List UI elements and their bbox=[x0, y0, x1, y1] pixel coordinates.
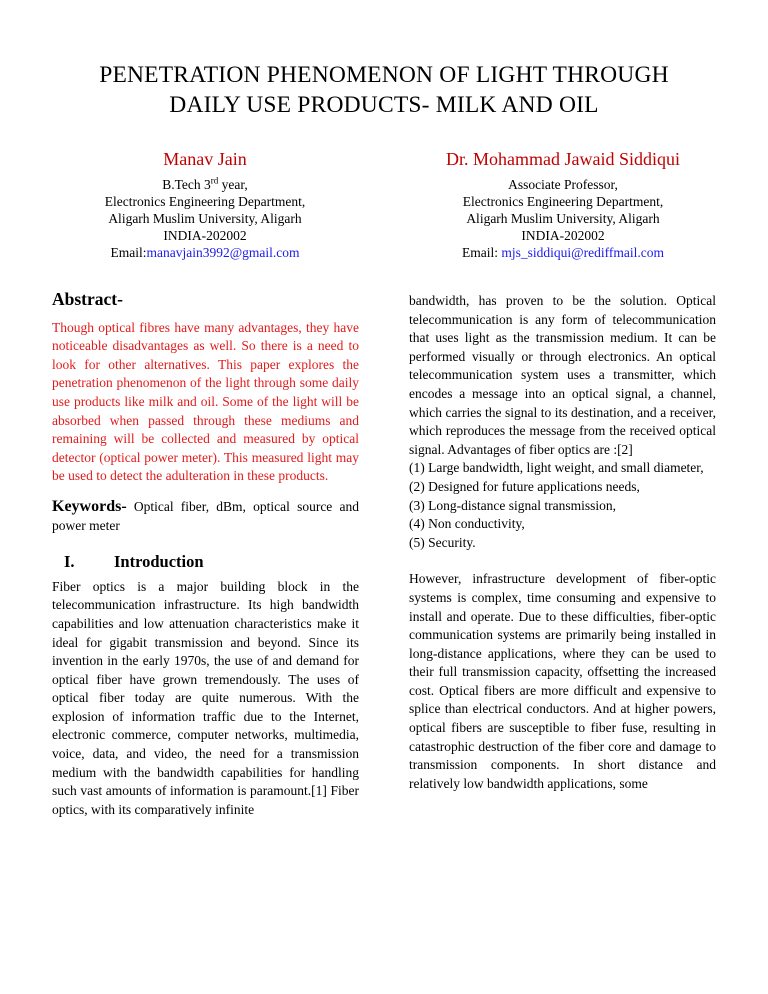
advantage-item: (4) Non conductivity, bbox=[409, 516, 525, 532]
author-position: Associate Professor, bbox=[508, 177, 618, 192]
abstract-heading: Abstract- bbox=[52, 289, 123, 309]
author-year: B.Tech 3rd year, bbox=[162, 175, 248, 192]
advantage-item: (2) Designed for future applications needs, bbox=[409, 478, 640, 494]
author-affiliation bbox=[40, 176, 370, 261]
author-block-1 bbox=[40, 148, 370, 261]
intro-paragraph: Fiber optics is a major building block in the telecommunication infrastructure. Its high bandwidth capabilities and low attenuation characteristics make it ideal for gigabit transmission and beyond. Since its invention in the early 1970s, the use of and demand for optical fiber have grown tremendously. The uses of optical fiber today are quite numerous. With the explosion of information traffic due to the Internet, electronic commerce, computer networks, multimedia, voice, data, and video, the need for a transmission medium with the bandwidth capabilities for handling such vast amounts of information is paramount.[1] Fiber optics, with its comparatively infinite bbox=[52, 578, 359, 817]
author-name: Dr. Mohammad Jawaid Siddiqui bbox=[446, 149, 680, 169]
author-affiliation bbox=[398, 176, 728, 261]
paper-title bbox=[60, 60, 708, 120]
title-line-1: PENETRATION PHENOMENON OF LIGHT THROUGH bbox=[99, 62, 669, 88]
body-paragraph: bandwidth, has proven to be the solution. Optical telecommunication is any form of telecommunication that uses light as the transmission medium. It can be performed visually or through electronics. An optical telecommunication system uses a transmitter, which encodes a message into an optical signal, a channel, which carries the signal to its destination, and a receiver, which reproduces the message from the received optical signal. Advantages of fiber optics are :[2] bbox=[409, 293, 716, 457]
author-location: INDIA-202002 bbox=[521, 228, 605, 243]
author-name: Manav Jain bbox=[163, 149, 247, 169]
author-department: Electronics Engineering Department, bbox=[104, 194, 306, 209]
advantage-item: (5) Security. bbox=[409, 534, 476, 550]
abstract-text: Though optical fibres have many advantages, they have noticeable disadvantages as well. So there is a need to look for other alternatives. This paper explores the penetration phenomenon of the light through some daily use products like milk and oil. Some of the light will be absorbed when passed through these mediums and remaining will be collected and measured by optical detector (optical power meter). This measured light may be used to detect the adulteration in these products. bbox=[52, 319, 359, 484]
advantage-item: (3) Long-distance signal transmission, bbox=[409, 497, 616, 513]
body-paragraph: However, infrastructure development of fiber-optic systems is complex, time consuming and expensive to install and operate. Due to these difficulties, fiber-optic communication systems are primarily being installed in long-distance applications, where they can be used to their full transmission capacity, offsetting the increased cost. Optical fibers are more difficult and expensive to splice than electrical conductors. And at higher powers, optical fibers are susceptible to fiber fuse, resulting in catastrophic destruction of the fiber core and damage to transmission components. In short distance and relatively low bandwidth applications, some bbox=[409, 571, 716, 791]
author-email: Email:manavjain3992@gmail.com bbox=[110, 245, 300, 260]
advantage-item: (1) Large bandwidth, light weight, and small diameter, bbox=[409, 460, 704, 476]
author-university: Aligarh Muslim University, Aligarh bbox=[108, 211, 302, 226]
author-university: Aligarh Muslim University, Aligarh bbox=[466, 211, 660, 226]
section-heading bbox=[52, 553, 359, 572]
email-link[interactable]: manavjain3992@gmail.com bbox=[146, 245, 300, 260]
author-department: Electronics Engineering Department, bbox=[462, 194, 664, 209]
section-number: I. bbox=[64, 552, 75, 572]
keywords-text: Optical fiber, dBm, optical source and power meter bbox=[52, 498, 363, 533]
author-location: INDIA-202002 bbox=[163, 228, 247, 243]
left-column bbox=[52, 289, 363, 819]
author-block-2 bbox=[398, 148, 728, 261]
author-email: Email: mjs_siddiqui@rediffmail.com bbox=[462, 245, 664, 260]
keywords bbox=[52, 497, 363, 535]
email-link[interactable]: mjs_siddiqui@rediffmail.com bbox=[501, 245, 664, 260]
title-line-2: DAILY USE PRODUCTS- MILK AND OIL bbox=[169, 92, 599, 118]
section-title: Introduction bbox=[114, 552, 204, 572]
keywords-label: Keywords- bbox=[52, 497, 127, 515]
right-column bbox=[409, 292, 716, 793]
paragraph-spacer bbox=[409, 552, 716, 570]
